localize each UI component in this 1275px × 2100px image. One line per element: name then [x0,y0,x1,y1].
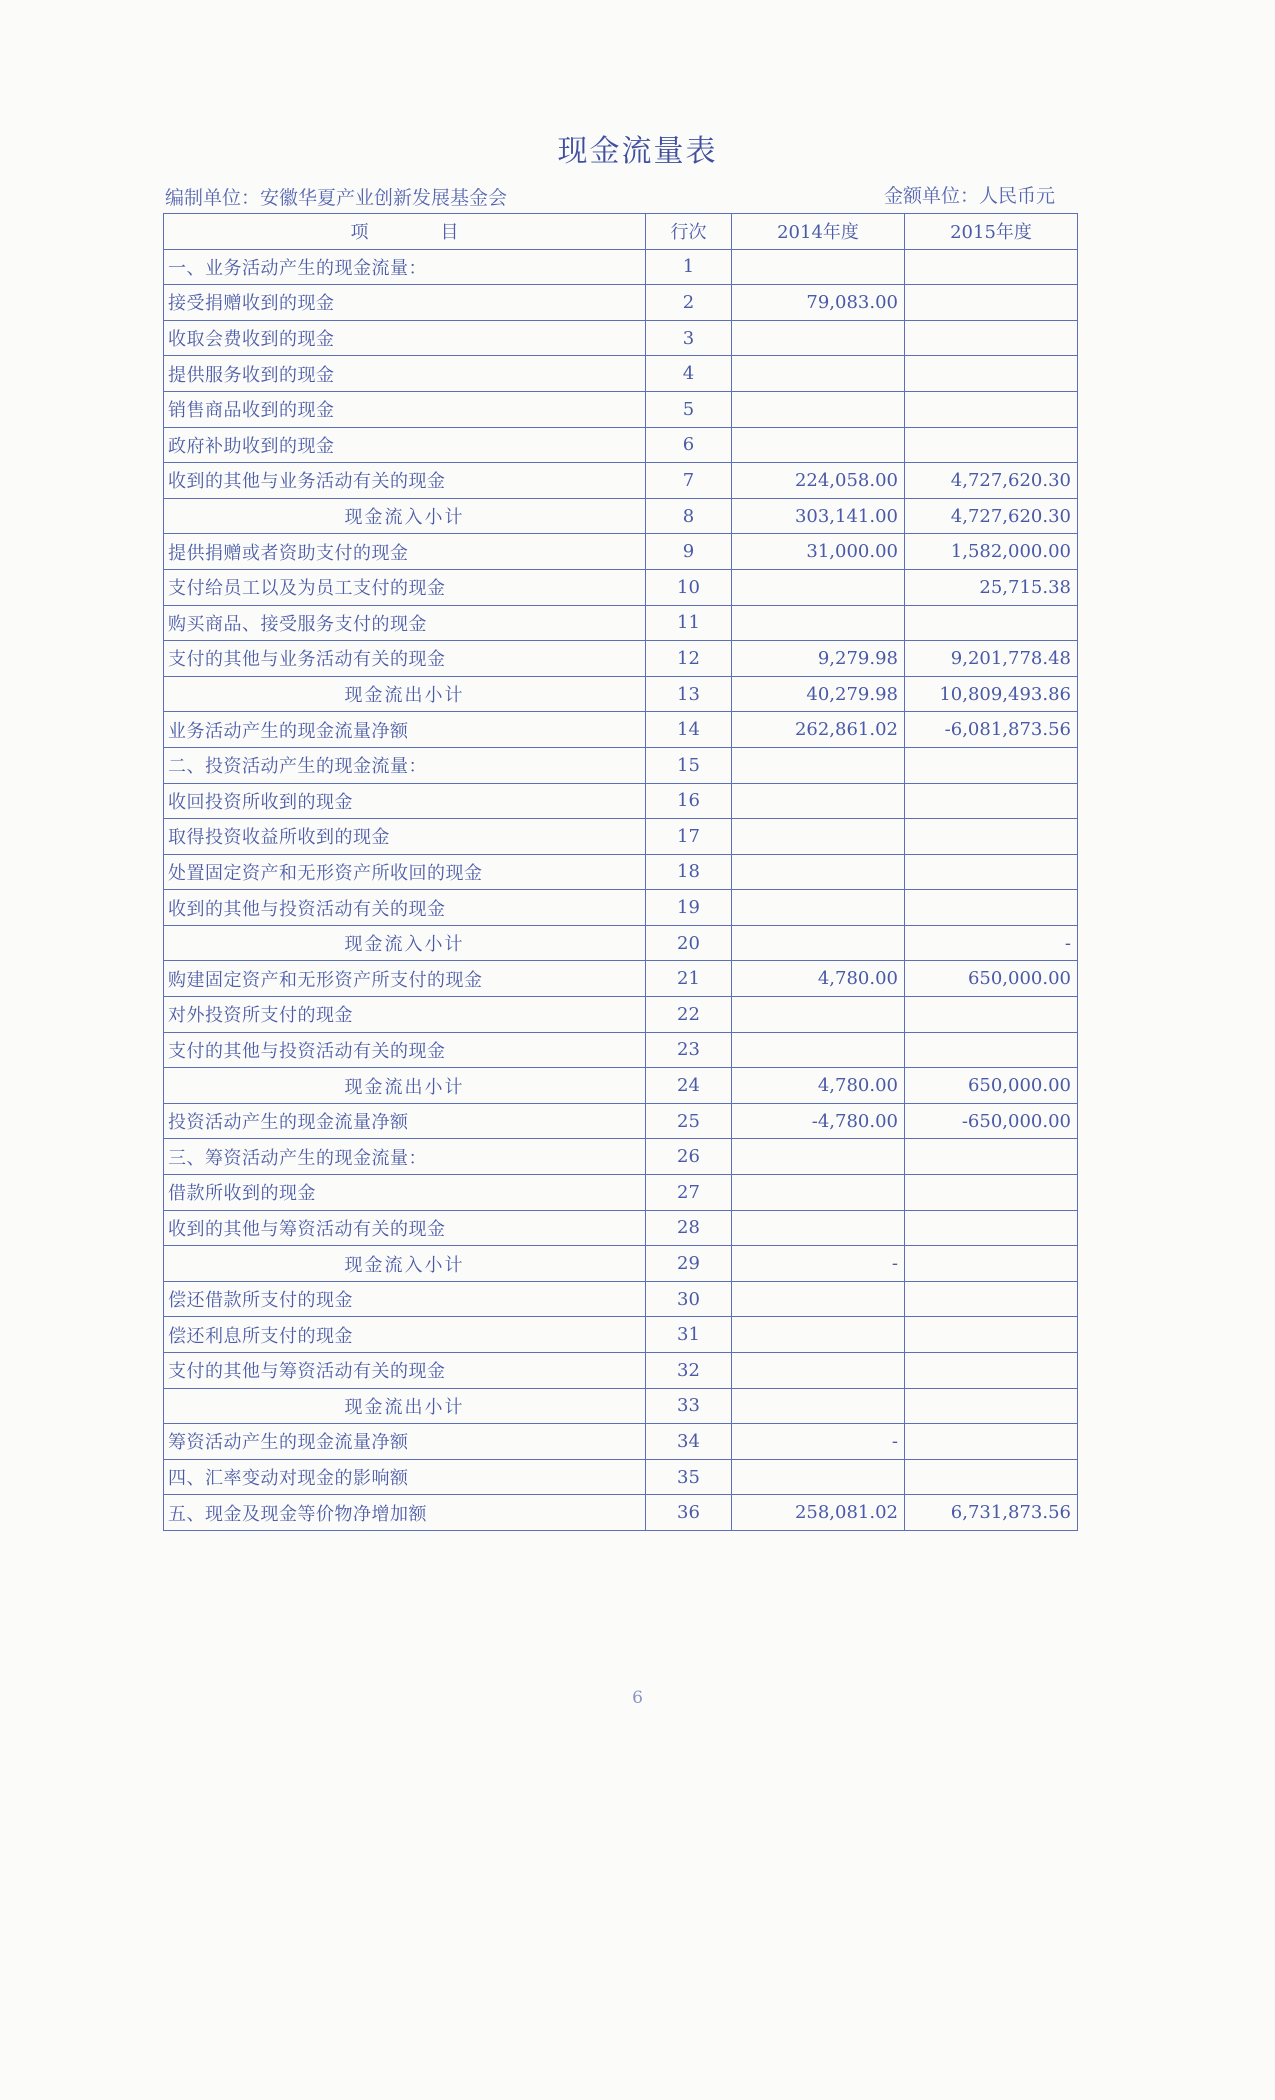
row-item-label: 偿还借款所支付的现金 [164,1281,646,1317]
row-item-label: 筹资活动产生的现金流量净额 [164,1424,646,1460]
table-row [164,285,1078,321]
amount-2015: -6,081,873.56 [905,712,1078,748]
row-number: 21 [646,961,732,997]
amount-2015 [905,819,1078,855]
amount-2014: 40,279.98 [732,676,905,712]
table-row [164,1139,1078,1175]
row-subtotal-label: 现金流出小计 [164,1068,646,1104]
amount-2015 [905,1424,1078,1460]
header-row-no: 行次 [646,214,732,250]
amount-2014: - [732,1424,905,1460]
amount-2014 [732,605,905,641]
amount-2015 [905,249,1078,285]
table-row [164,605,1078,641]
amount-2014: 31,000.00 [732,534,905,570]
row-number: 13 [646,676,732,712]
table-row [164,498,1078,534]
amount-2014: -4,780.00 [732,1103,905,1139]
row-item-label: 购买商品、接受服务支付的现金 [164,605,646,641]
table-row [164,1424,1078,1460]
row-number: 11 [646,605,732,641]
row-subtotal-label: 现金流出小计 [164,1388,646,1424]
row-item-label: 业务活动产生的现金流量净额 [164,712,646,748]
row-number: 26 [646,1139,732,1175]
amount-2015: 650,000.00 [905,961,1078,997]
row-item-label: 借款所收到的现金 [164,1175,646,1211]
table-row [164,961,1078,997]
row-number: 23 [646,1032,732,1068]
amount-2015 [905,1388,1078,1424]
table-row [164,641,1078,677]
row-number: 3 [646,320,732,356]
amount-2015 [905,285,1078,321]
page-number: 6 [632,1688,643,1708]
table-row [164,1317,1078,1353]
row-item-label: 政府补助收到的现金 [164,427,646,463]
row-number: 2 [646,285,732,321]
amount-2015: 4,727,620.30 [905,498,1078,534]
row-number: 15 [646,747,732,783]
amount-2015 [905,1210,1078,1246]
amount-2015 [905,391,1078,427]
amount-2015: 4,727,620.30 [905,463,1078,499]
row-subtotal-label: 现金流入小计 [164,1246,646,1282]
amount-2015 [905,1353,1078,1389]
amount-2015: 10,809,493.86 [905,676,1078,712]
amount-2015 [905,427,1078,463]
row-number: 16 [646,783,732,819]
table-row [164,747,1078,783]
row-number: 1 [646,249,732,285]
row-item-label: 提供服务收到的现金 [164,356,646,392]
amount-2014: 224,058.00 [732,463,905,499]
amount-2015 [905,997,1078,1033]
amount-2014 [732,890,905,926]
amount-2014 [732,1353,905,1389]
amount-2015 [905,1281,1078,1317]
row-number: 33 [646,1388,732,1424]
table-row [164,783,1078,819]
row-item-label: 提供捐赠或者资助支付的现金 [164,534,646,570]
amount-2015 [905,854,1078,890]
row-item-label: 购建固定资产和无形资产所支付的现金 [164,961,646,997]
row-item-label: 支付的其他与业务活动有关的现金 [164,641,646,677]
amount-2015: 25,715.38 [905,569,1078,605]
cash-flow-table [163,213,1078,1531]
table-row [164,463,1078,499]
amount-2015 [905,605,1078,641]
amount-2015 [905,890,1078,926]
row-number: 31 [646,1317,732,1353]
table-row [164,427,1078,463]
table-row [164,854,1078,890]
row-item-label: 接受捐赠收到的现金 [164,285,646,321]
table-row [164,1281,1078,1317]
row-number: 35 [646,1459,732,1495]
amount-2014 [732,1032,905,1068]
row-number: 30 [646,1281,732,1317]
table-row [164,320,1078,356]
row-number: 25 [646,1103,732,1139]
row-item-label: 对外投资所支付的现金 [164,997,646,1033]
table-row [164,712,1078,748]
table-body [164,249,1078,1530]
amount-2015 [905,320,1078,356]
amount-2015: 1,582,000.00 [905,534,1078,570]
row-number: 14 [646,712,732,748]
row-item-label: 支付的其他与筹资活动有关的现金 [164,1353,646,1389]
row-number: 18 [646,854,732,890]
amount-2014 [732,569,905,605]
amount-2014 [732,1459,905,1495]
amount-2014 [732,1175,905,1211]
amount-2014: 258,081.02 [732,1495,905,1531]
amount-2014 [732,1317,905,1353]
amount-2014: 303,141.00 [732,498,905,534]
row-item-label: 收到的其他与筹资活动有关的现金 [164,1210,646,1246]
amount-2015 [905,1032,1078,1068]
header-item: 项 目 [164,214,646,250]
row-item-label: 一、业务活动产生的现金流量： [164,249,646,285]
row-subtotal-label: 现金流入小计 [164,925,646,961]
table-header-row [164,214,1078,250]
amount-2014 [732,819,905,855]
amount-2014 [732,320,905,356]
table-row [164,1246,1078,1282]
row-number: 28 [646,1210,732,1246]
amount-2015: 6,731,873.56 [905,1495,1078,1531]
amount-2015 [905,747,1078,783]
row-item-label: 五、现金及现金等价物净增加额 [164,1495,646,1531]
amount-2014 [732,997,905,1033]
row-item-label: 收到的其他与投资活动有关的现金 [164,890,646,926]
amount-2015 [905,1317,1078,1353]
page-title: 现金流量表 [557,134,718,169]
amount-2014 [732,391,905,427]
amount-2014 [732,854,905,890]
amount-2014: - [732,1246,905,1282]
row-item-label: 四、汇率变动对现金的影响额 [164,1459,646,1495]
row-number: 9 [646,534,732,570]
row-number: 32 [646,1353,732,1389]
row-number: 7 [646,463,732,499]
amount-2015 [905,1175,1078,1211]
row-number: 5 [646,391,732,427]
amount-2014 [732,1388,905,1424]
table-row [164,1495,1078,1531]
row-number: 20 [646,925,732,961]
row-number: 19 [646,890,732,926]
amount-2014 [732,783,905,819]
amount-2015: 9,201,778.48 [905,641,1078,677]
row-item-label: 三、筹资活动产生的现金流量： [164,1139,646,1175]
amount-2014: 262,861.02 [732,712,905,748]
amount-2014 [732,1281,905,1317]
row-item-label: 取得投资收益所收到的现金 [164,819,646,855]
amount-2015 [905,1459,1078,1495]
table-row [164,890,1078,926]
amount-2014: 4,780.00 [732,1068,905,1104]
amount-2014 [732,925,905,961]
table-row [164,1388,1078,1424]
row-item-label: 销售商品收到的现金 [164,391,646,427]
amount-2014 [732,747,905,783]
row-number: 36 [646,1495,732,1531]
row-item-label: 收取会费收到的现金 [164,320,646,356]
amount-2015 [905,1246,1078,1282]
row-item-label: 偿还利息所支付的现金 [164,1317,646,1353]
amount-2015 [905,783,1078,819]
header-year-2014: 2014年度 [732,214,905,250]
row-number: 8 [646,498,732,534]
table-row [164,1032,1078,1068]
header-year-2015: 2015年度 [905,214,1078,250]
table-row [164,1175,1078,1211]
row-number: 10 [646,569,732,605]
currency-unit-label: 金额单位：人民币元 [884,185,1056,207]
amount-2014: 9,279.98 [732,641,905,677]
table-row [164,925,1078,961]
table-row [164,1210,1078,1246]
table-row [164,569,1078,605]
row-subtotal-label: 现金流入小计 [164,498,646,534]
row-item-label: 支付给员工以及为员工支付的现金 [164,569,646,605]
amount-2014 [732,1139,905,1175]
amount-2015: - [905,925,1078,961]
table-row [164,391,1078,427]
amount-2014: 4,780.00 [732,961,905,997]
amount-2014 [732,356,905,392]
row-subtotal-label: 现金流出小计 [164,676,646,712]
row-item-label: 二、投资活动产生的现金流量： [164,747,646,783]
reporting-entity-label: 编制单位：安徽华夏产业创新发展基金会 [165,187,508,209]
table-row [164,997,1078,1033]
row-item-label: 收回投资所收到的现金 [164,783,646,819]
table-row [164,1103,1078,1139]
amount-2014 [732,249,905,285]
row-number: 4 [646,356,732,392]
row-number: 12 [646,641,732,677]
row-number: 24 [646,1068,732,1104]
amount-2014: 79,083.00 [732,285,905,321]
amount-2015 [905,1139,1078,1175]
table-row [164,1068,1078,1104]
table-row [164,819,1078,855]
row-item-label: 收到的其他与业务活动有关的现金 [164,463,646,499]
table-row [164,249,1078,285]
table-row [164,1459,1078,1495]
row-number: 27 [646,1175,732,1211]
table-row [164,356,1078,392]
row-number: 17 [646,819,732,855]
row-number: 6 [646,427,732,463]
amount-2015: 650,000.00 [905,1068,1078,1104]
table-row [164,676,1078,712]
row-item-label: 处置固定资产和无形资产所收回的现金 [164,854,646,890]
amount-2014 [732,427,905,463]
table-row [164,534,1078,570]
row-number: 22 [646,997,732,1033]
row-item-label: 支付的其他与投资活动有关的现金 [164,1032,646,1068]
amount-2015: -650,000.00 [905,1103,1078,1139]
table-row [164,1353,1078,1389]
amount-2014 [732,1210,905,1246]
amount-2015 [905,356,1078,392]
row-item-label: 投资活动产生的现金流量净额 [164,1103,646,1139]
row-number: 29 [646,1246,732,1282]
row-number: 34 [646,1424,732,1460]
